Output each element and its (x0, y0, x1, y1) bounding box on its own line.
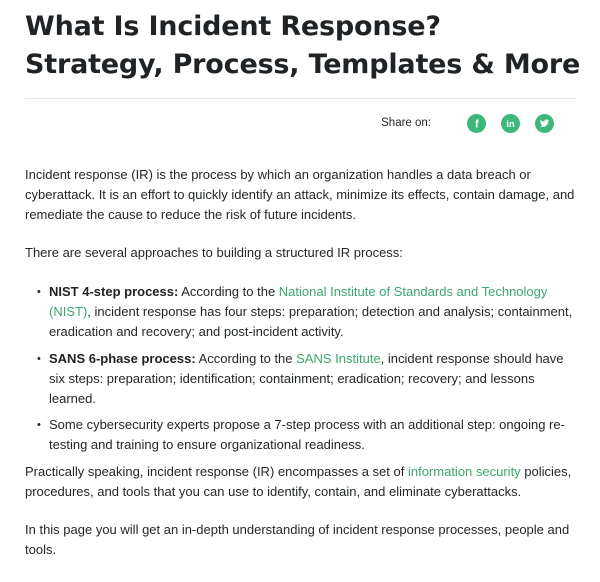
linkedin-icon[interactable] (501, 114, 520, 133)
sans-link[interactable]: SANS Institute (296, 351, 381, 366)
closing-paragraph: In this page you will get an in-depth understanding of incident response processes, people and tools. (25, 522, 570, 557)
share-bar (381, 112, 554, 134)
list-item (37, 282, 573, 342)
practical-pre-text: Practically speaking, incident response (IR) encompasses a set of (25, 464, 408, 479)
bullet: • (37, 353, 41, 365)
seven-step-text: Some cybersecurity experts propose a 7-step process with an additional step: ongoing re-testing and training to ensure organizational readiness. (49, 417, 565, 452)
title-divider (25, 98, 576, 99)
list-item (37, 349, 573, 409)
nist-link[interactable]: National Institute of Standards and Technology (NIST) (49, 284, 548, 319)
practical-post-text: policies, procedures, and tools that you can use to identify, contain, and eliminate cyberattacks. (25, 464, 572, 499)
share-label: Share on: (381, 117, 431, 129)
information-security-link[interactable]: information security (407, 464, 521, 479)
linkedin-glyph: in (506, 118, 515, 130)
intro-paragraph: Incident response (IR) is the process by which an organization handles a data breach or cyberattack. It is an effort to quickly identify an attack, minimize its effects, contain damage, and remediate the cause to reduce the risk of future incidents. (25, 167, 575, 222)
bullet: • (37, 286, 41, 298)
nist-post-text: , incident response has four steps: preparation; detection and analysis; containment, eradication and recovery; and post-incident activity. (49, 304, 573, 339)
sans-heading: SANS 6-phase process: (49, 351, 196, 366)
practical-paragraph (25, 462, 581, 502)
nist-heading: NIST 4-step process: (49, 284, 179, 299)
nist-pre-text: According to the (178, 284, 279, 299)
facebook-icon[interactable] (467, 114, 486, 133)
sans-post-text: , incident response should have six steps: preparation; identification; containment; eradication; recovery; and lessons learned. (49, 351, 564, 406)
sans-pre-text: According to the (195, 351, 297, 366)
bullet: • (37, 419, 41, 431)
approaches-paragraph: There are several approaches to building a structured IR process: (25, 245, 403, 260)
page-title: What Is Incident Response? Strategy, Process, Templates & More (25, 11, 581, 80)
twitter-icon[interactable] (535, 114, 554, 133)
list-item (37, 415, 573, 455)
facebook-glyph: f (474, 118, 479, 131)
